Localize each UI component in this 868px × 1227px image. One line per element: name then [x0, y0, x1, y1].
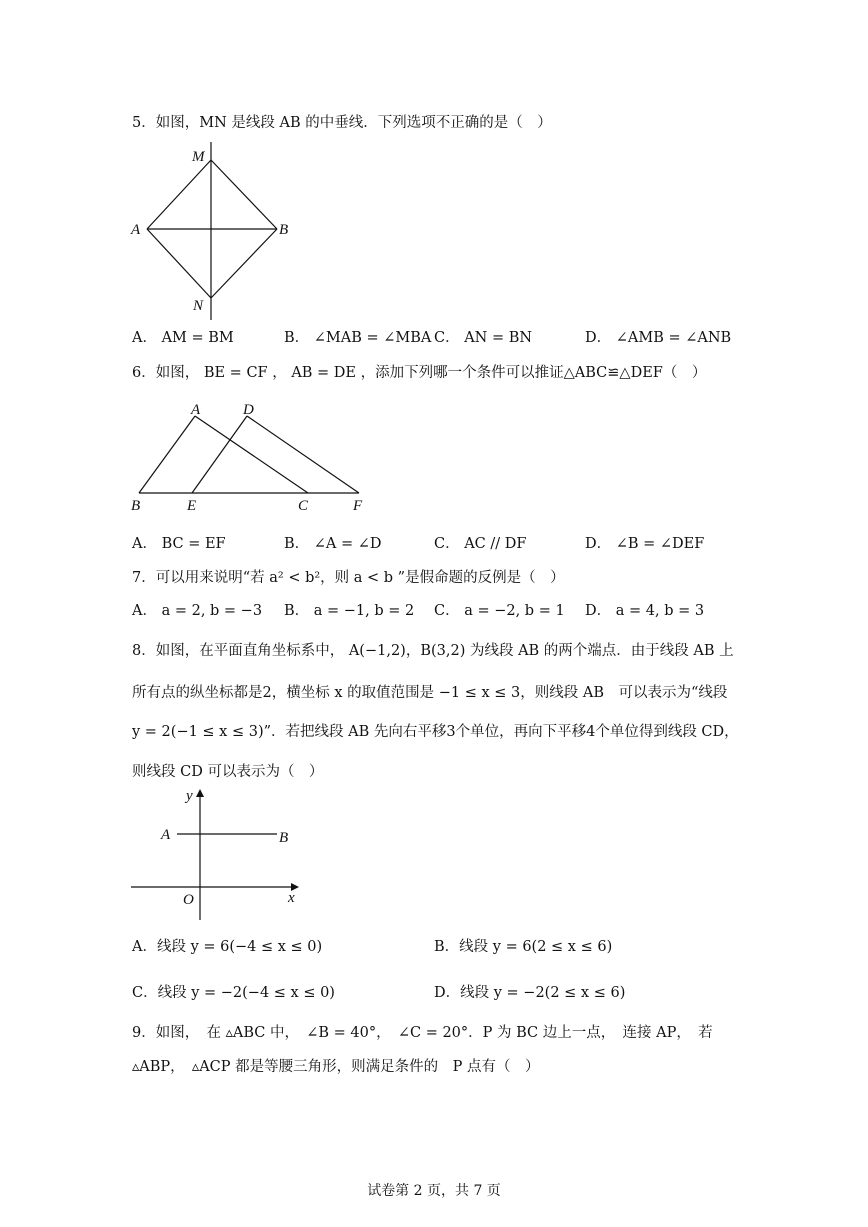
q6-option-d: D． ∠B = ∠DEF [585, 536, 705, 552]
q5-option-a: A． AM = BM [132, 330, 234, 346]
label-b: B [279, 830, 289, 846]
q8-stem-line-2: 所有点的纵坐标都是2，横坐标 x 的取值范围是 −1 ≤ x ≤ 3，则线段 AB 可以表示为“线段 [132, 685, 728, 701]
label-a: A [131, 222, 141, 238]
label-e: E [187, 498, 197, 514]
q6-option-a: A． BC = EF [132, 536, 226, 552]
label-b: B [131, 498, 141, 514]
ac-line [195, 416, 308, 493]
q5-option-b: B． ∠MAB = ∠MBA [284, 330, 432, 346]
label-c: C [298, 498, 309, 514]
q5-figure [125, 140, 305, 325]
q6-stem: 6．如图， BE = CF ， AB = DE ，添加下列哪一个条件可以推证△ABC≌△DEF（ ） [132, 365, 707, 381]
q8-option-b: B．线段 y = 6(2 ≤ x ≤ 6) [434, 939, 613, 955]
q8-option-a: A．线段 y = 6(−4 ≤ x ≤ 0) [132, 939, 323, 955]
q9-stem-line-2: ▵ABP， ▵ACP 都是等腰三角形，则满足条件的 P 点有（ ） [132, 1059, 540, 1075]
q7-option-d: D． a = 4, b = 3 [585, 603, 705, 619]
de-line [192, 416, 247, 493]
q7-option-a: A． a = 2, b = −3 [132, 603, 263, 619]
label-x: x [288, 890, 295, 906]
q7-stem: 7．可以用来说明“若 a² < b²，则 a < b ”是假命题的反例是（ ） [132, 570, 565, 586]
q8-option-d: D．线段 y = −2(2 ≤ x ≤ 6) [434, 985, 626, 1001]
q8-figure [125, 786, 310, 926]
q5-stem: 5．如图，MN 是线段 AB 的中垂线．下列选项不正确的是（ ） [132, 115, 552, 131]
q8-stem-line-4: 则线段 CD 可以表示为（ ） [132, 764, 324, 780]
ab-line [139, 416, 195, 493]
label-f: F [353, 498, 363, 514]
label-m: M [192, 149, 205, 165]
q8-stem-line-1: 8．如图，在平面直角坐标系中， A(−1,2)，B(3,2) 为线段 AB 的两个端点．由于线段 AB 上 [132, 643, 734, 659]
label-y: y [186, 788, 193, 804]
an-line [147, 229, 211, 298]
label-o: O [183, 892, 194, 908]
q8-option-c: C．线段 y = −2(−4 ≤ x ≤ 0) [132, 985, 335, 1001]
label-n: N [193, 298, 204, 314]
q6-option-c: C． AC // DF [434, 536, 527, 552]
label-a: A [191, 402, 201, 418]
q7-option-b: B． a = −1, b = 2 [284, 603, 415, 619]
q9-stem-line-1: 9．如图， 在 ▵ABC 中， ∠B = 40°， ∠C = 20°．P 为 BC 边上一点， 连接 AP， 若 [132, 1025, 713, 1041]
am-line [147, 160, 211, 229]
bn-line [211, 229, 277, 298]
q5-option-c: C． AN = BN [434, 330, 533, 346]
q5-option-d: D． ∠AMB = ∠ANB [585, 330, 732, 346]
label-d: D [243, 402, 254, 418]
label-b: B [279, 222, 289, 238]
label-a: A [161, 827, 171, 843]
df-line [247, 416, 359, 493]
page-footer: 试卷第 2 页，共 7 页 [367, 1183, 501, 1199]
bm-line [211, 160, 277, 229]
q8-stem-line-3: y = 2(−1 ≤ x ≤ 3)”．若把线段 AB 先向右平移3个单位，再向下平移4个单位得到线段 CD， [132, 724, 739, 740]
q6-figure [125, 398, 375, 516]
q6-option-b: B． ∠A = ∠D [284, 536, 382, 552]
q7-option-c: C． a = −2, b = 1 [434, 603, 565, 619]
